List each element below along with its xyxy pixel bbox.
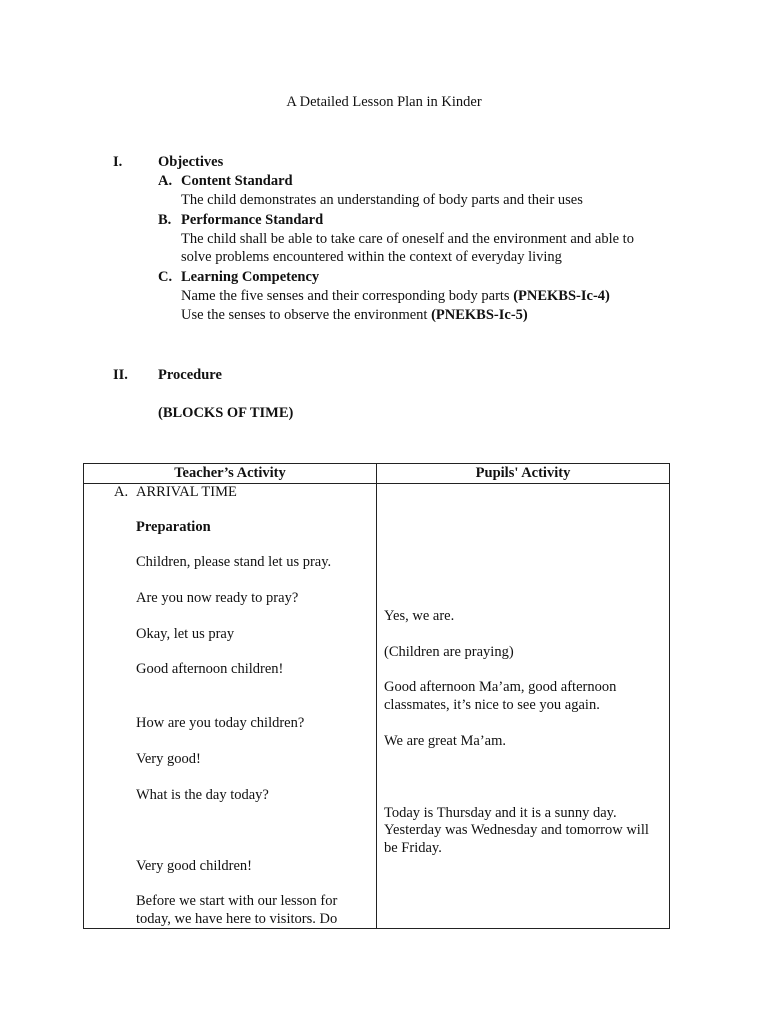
blocks-of-time-heading: (BLOCKS OF TIME) xyxy=(158,405,294,421)
procedure-heading: Procedure xyxy=(158,367,222,383)
objectives-heading: Objectives xyxy=(158,154,224,170)
content-standard-text: The child demonstrates an understanding of body parts and their uses xyxy=(181,192,583,208)
arrival-time-heading: ARRIVAL TIME xyxy=(136,484,237,500)
teacher-line-6: Very good! xyxy=(136,751,201,767)
document-title: A Detailed Lesson Plan in Kinder xyxy=(286,94,482,110)
teacher-line-9b: today, we have here to visitors. Do xyxy=(136,911,338,927)
pupils-activity-header: Pupils' Activity xyxy=(475,465,571,481)
competency-code-2: (PNEKBS-Ic-5) xyxy=(431,307,528,323)
teacher-line-1: Children, please stand let us pray. xyxy=(136,554,332,570)
teacher-line-2: Are you now ready to pray? xyxy=(136,590,299,606)
learning-competency-text-1 xyxy=(181,287,610,305)
section-numeral-1: I. xyxy=(113,154,123,170)
list-label-a: A. xyxy=(158,173,173,189)
table-column-divider xyxy=(376,464,377,928)
learning-competency-text-2 xyxy=(181,306,528,324)
competency-text-2: Use the senses to observe the environment xyxy=(181,307,432,323)
teacher-activity-header: Teacher’s Activity xyxy=(174,465,286,481)
teacher-line-3: Okay, let us pray xyxy=(136,626,235,642)
competency-text-1: Name the five senses and their corresponding body parts xyxy=(181,288,514,304)
performance-standard-heading: Performance Standard xyxy=(181,212,324,228)
competency-code-1: (PNEKBS-Ic-4) xyxy=(513,288,610,304)
pupil-line-4: We are great Ma’am. xyxy=(384,733,507,749)
pupil-line-5b: Yesterday was Wednesday and tomorrow will xyxy=(384,822,649,838)
arrival-label: A. xyxy=(114,484,129,500)
learning-competency-heading: Learning Competency xyxy=(181,269,320,285)
pupil-line-3b: classmates, it’s nice to see you again. xyxy=(384,697,600,713)
activity-table xyxy=(83,463,670,929)
teacher-line-8: Very good children! xyxy=(136,858,252,874)
teacher-line-9a: Before we start with our lesson for xyxy=(136,893,338,909)
preparation-heading: Preparation xyxy=(136,519,211,535)
section-numeral-2: II. xyxy=(113,367,128,383)
performance-standard-text-2: solve problems encountered within the context of everyday living xyxy=(181,249,562,265)
pupil-line-2: (Children are praying) xyxy=(384,644,514,660)
pupil-line-5c: be Friday. xyxy=(384,840,442,856)
content-standard-heading: Content Standard xyxy=(181,173,293,189)
list-label-c: C. xyxy=(158,269,173,285)
performance-standard-text-1: The child shall be able to take care of oneself and the environment and able to xyxy=(181,231,634,247)
pupil-line-1: Yes, we are. xyxy=(384,608,455,624)
pupil-line-3a: Good afternoon Ma’am, good afternoon xyxy=(384,679,617,695)
list-label-b: B. xyxy=(158,212,172,228)
pupil-line-5a: Today is Thursday and it is a sunny day. xyxy=(384,805,617,821)
teacher-line-5: How are you today children? xyxy=(136,715,305,731)
teacher-line-4: Good afternoon children! xyxy=(136,661,284,677)
teacher-line-7: What is the day today? xyxy=(136,787,269,803)
